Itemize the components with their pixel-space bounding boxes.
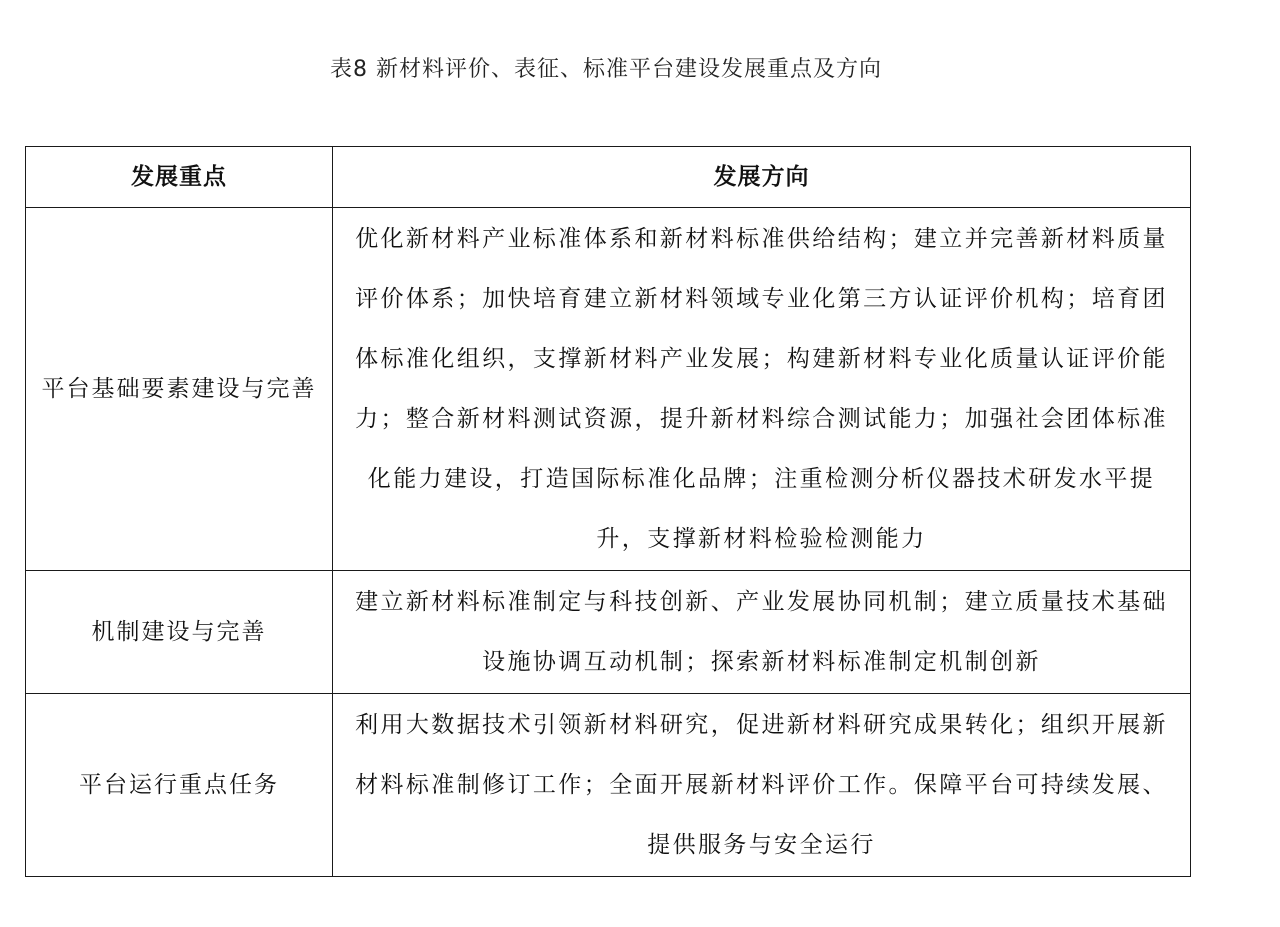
header-focus: 发展重点 xyxy=(26,147,333,208)
row-focus-cell: 平台基础要素建设与完善 xyxy=(26,208,333,571)
row-focus-cell: 平台运行重点任务 xyxy=(26,694,333,877)
row-direction-cell: 优化新材料产业标准体系和新材料标准供给结构；建立并完善新材料质量评价体系；加快培育建立新材料领域专业化第三方认证评价机构；培育团体标准化组织，支撑新材料产业发展；构建新材料专业化质量认证评价能力；整合新材料测试资源，提升新材料综合测试能力；加强社会团体标准化能力建设，打造国际标准化品牌；注重检测分析仪器技术研发水平提升，支撑新材料检验检测能力 xyxy=(333,208,1191,571)
table-row xyxy=(26,208,1191,571)
row-focus-cell: 机制建设与完善 xyxy=(26,571,333,694)
header-direction: 发展方向 xyxy=(333,147,1191,208)
row-direction-cell: 建立新材料标准制定与科技创新、产业发展协同机制；建立质量技术基础设施协调互动机制；探索新材料标准制定机制创新 xyxy=(333,571,1191,694)
table-row xyxy=(26,694,1191,877)
table-row xyxy=(26,571,1191,694)
table-caption: 表8 新材料评价、表征、标准平台建设发展重点及方向 xyxy=(330,57,882,82)
row-direction-cell: 利用大数据技术引领新材料研究，促进新材料研究成果转化；组织开展新材料标准制修订工作；全面开展新材料评价工作。保障平台可持续发展、提供服务与安全运行 xyxy=(333,694,1191,877)
development-table xyxy=(25,146,1191,877)
table-header-row xyxy=(26,147,1191,208)
